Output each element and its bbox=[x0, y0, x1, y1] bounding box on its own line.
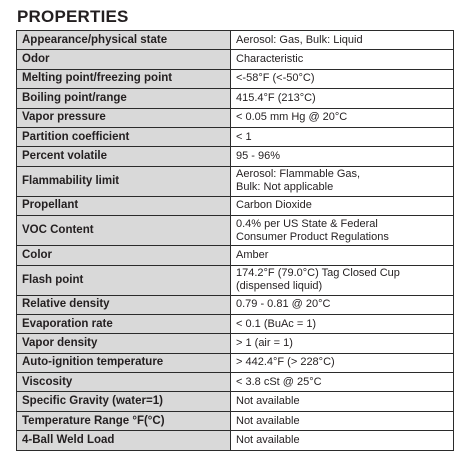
property-name: Appearance/physical state bbox=[17, 31, 231, 50]
table-row bbox=[17, 314, 454, 333]
property-value-line: 415.4°F (213°C) bbox=[236, 91, 316, 104]
property-name: Viscosity bbox=[17, 373, 231, 392]
property-value bbox=[231, 127, 454, 146]
property-name: Odor bbox=[17, 50, 231, 69]
property-value-line: Carbon Dioxide bbox=[236, 199, 312, 212]
property-name: Boiling point/range bbox=[17, 89, 231, 108]
table-row bbox=[17, 246, 454, 265]
table-row bbox=[17, 108, 454, 127]
property-name: Propellant bbox=[17, 196, 231, 215]
page-title: PROPERTIES bbox=[17, 7, 129, 26]
property-value bbox=[231, 265, 454, 295]
property-value-line: 0.79 - 0.81 @ 20°C bbox=[236, 298, 331, 311]
table-row bbox=[17, 50, 454, 69]
property-value-line: < 0.1 (BuAc = 1) bbox=[236, 317, 317, 330]
property-value bbox=[231, 147, 454, 166]
property-value bbox=[231, 411, 454, 430]
property-value-line: Not available bbox=[236, 414, 300, 427]
table-row bbox=[17, 166, 454, 196]
table-row bbox=[17, 89, 454, 108]
property-name: Flash point bbox=[17, 265, 231, 295]
property-value-line: Not available bbox=[236, 433, 300, 446]
property-value bbox=[231, 373, 454, 392]
property-value-line: Aerosol: Flammable Gas, bbox=[236, 168, 361, 181]
property-value bbox=[231, 216, 454, 246]
property-value bbox=[231, 31, 454, 50]
property-name: Specific Gravity (water=1) bbox=[17, 392, 231, 411]
property-name: Partition coefficient bbox=[17, 127, 231, 146]
property-value bbox=[231, 392, 454, 411]
property-name: Temperature Range °F(°C) bbox=[17, 411, 231, 430]
property-value-line: > 442.4°F (> 228°C) bbox=[236, 356, 335, 369]
table-row bbox=[17, 196, 454, 215]
property-value-line: Consumer Product Regulations bbox=[236, 230, 389, 243]
property-value-line: Aerosol: Gas, Bulk: Liquid bbox=[236, 33, 363, 46]
table-row bbox=[17, 127, 454, 146]
table-row bbox=[17, 431, 454, 450]
property-value-line: (dispensed liquid) bbox=[236, 280, 323, 293]
property-value bbox=[231, 50, 454, 69]
property-value bbox=[231, 431, 454, 450]
property-name: Vapor pressure bbox=[17, 108, 231, 127]
property-value-line: < 0.05 mm Hg @ 20°C bbox=[236, 111, 348, 124]
property-value bbox=[231, 166, 454, 196]
table-row bbox=[17, 373, 454, 392]
property-value bbox=[231, 353, 454, 372]
property-value bbox=[231, 89, 454, 108]
table-row bbox=[17, 147, 454, 166]
property-value-line: <-58°F (<-50°C) bbox=[236, 72, 315, 85]
property-name: Percent volatile bbox=[17, 147, 231, 166]
table-row bbox=[17, 392, 454, 411]
property-value-line: Bulk: Not applicable bbox=[236, 181, 334, 194]
property-value-line: Not available bbox=[236, 395, 300, 408]
property-value-line: < 3.8 cSt @ 25°C bbox=[236, 375, 322, 388]
property-value-line: > 1 (air = 1) bbox=[236, 336, 293, 349]
property-value-line: 0.4% per US State & Federal bbox=[236, 217, 378, 230]
property-name: Flammability limit bbox=[17, 166, 231, 196]
table-row bbox=[17, 295, 454, 314]
property-value bbox=[231, 295, 454, 314]
property-value bbox=[231, 314, 454, 333]
property-name: Auto-ignition temperature bbox=[17, 353, 231, 372]
property-value-line: Characteristic bbox=[236, 53, 304, 66]
table-row bbox=[17, 334, 454, 353]
property-value-line: < 1 bbox=[236, 130, 252, 143]
property-value-line: 174.2°F (79.0°C) Tag Closed Cup bbox=[236, 267, 400, 280]
property-name: Evaporation rate bbox=[17, 314, 231, 333]
property-value-line: Amber bbox=[236, 248, 269, 261]
table-row bbox=[17, 353, 454, 372]
property-value-line: 95 - 96% bbox=[236, 150, 281, 163]
table-row bbox=[17, 216, 454, 246]
property-value bbox=[231, 334, 454, 353]
property-name: Melting point/freezing point bbox=[17, 69, 231, 88]
properties-table-body bbox=[17, 31, 454, 451]
property-name: Color bbox=[17, 246, 231, 265]
property-value bbox=[231, 196, 454, 215]
property-value bbox=[231, 69, 454, 88]
property-name: Vapor density bbox=[17, 334, 231, 353]
table-row bbox=[17, 31, 454, 50]
table-row bbox=[17, 69, 454, 88]
table-row bbox=[17, 411, 454, 430]
table-row bbox=[17, 265, 454, 295]
property-name: VOC Content bbox=[17, 216, 231, 246]
property-value bbox=[231, 108, 454, 127]
properties-table bbox=[16, 30, 454, 451]
property-name: Relative density bbox=[17, 295, 231, 314]
property-value bbox=[231, 246, 454, 265]
property-name: 4-Ball Weld Load bbox=[17, 431, 231, 450]
